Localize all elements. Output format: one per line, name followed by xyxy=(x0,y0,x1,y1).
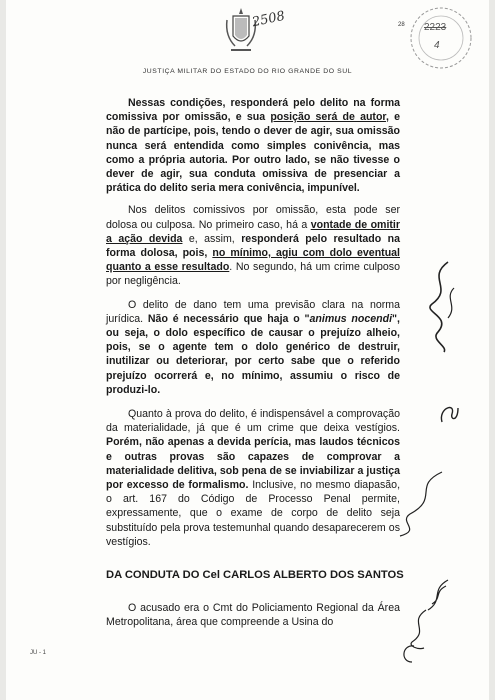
pen-stroke-mark xyxy=(392,468,452,538)
page-number: 28 xyxy=(398,22,405,28)
handwritten-page-number: 2508 xyxy=(250,8,287,31)
page-edge-right xyxy=(489,0,495,700)
protocol-stamp xyxy=(406,3,476,73)
coat-of-arms-icon xyxy=(223,6,259,56)
copyright-like-mark xyxy=(398,642,418,666)
paragraph-1: Nessas condições, responderá pelo delito na forma comissiva por omissão, e sua posição será de autor, e não de partícipe, pois, tendo o dever de agir, sua omissão nunca será entendida como simples conivência, mas como a própria autoria. Por outro lado, se não tivesse o dever de agir, sua conduta omissiva de presenciar a prática do delito seria mera conivência, impunível. xyxy=(106,97,400,195)
section-title: DA CONDUTA DO Cel CARLOS ALBERTO DOS SANTOS xyxy=(106,569,404,581)
stamp-number-crossed: 2223 xyxy=(424,22,447,33)
initials-mark xyxy=(436,398,462,428)
form-code: JU - 1 xyxy=(30,650,47,656)
paragraph-2: Nos delitos comissivos por omissão, esta pode ser dolosa ou culposa. No primeiro caso, há a vontade de omitir a ação devida e, assim, responderá pelo resultado na forma dolosa, pois, no mínimo, agiu com dolo eventual quanto a esse resultado. No segundo, há um crime culposo por negligência. xyxy=(106,204,400,288)
page-edge-left xyxy=(0,0,6,700)
paragraph-5: O acusado era o Cmt do Policiamento Regional da Área Metropolitana, área que compreende a Usina do xyxy=(106,602,400,629)
institution-header: JUSTIÇA MILITAR DO ESTADO DO RIO GRANDE DO SUL xyxy=(142,68,353,75)
document-body xyxy=(106,96,400,549)
signature-mark xyxy=(418,258,462,354)
stamp-number: 4 xyxy=(434,40,440,51)
paragraph-3: O delito de dano tem uma previsão clara na norma jurídica. Não é necessário que haja o "animus nocendi", ou seja, o dolo específico de causar o prejuízo alheio, pois, se o agente tem o dolo genérico de destruir, inutilizar ou deteriorar, por certo sabe que o referido prejuízo ocorrerá e, no mínimo, assumiu o risco de produzi-lo. xyxy=(106,298,400,396)
paragraph-4: Quanto à prova do delito, é indispensável a comprovação da materialidade, já que é um crime que deixa vestígios. Porém, não apenas a devida perícia, mas laudos técnicos e outras provas são capazes de comprovar a materialidade delitiva, sob pena de se inviabilizar a justiça por excesso de formalismo. Inclusive, no mesmo diapasão, o art. 167 do Código de Processo Penal permite, expressamente, que o exame de corpo de delito seja substituído pela prova testemunhal quando desaparecerem os vestígios. xyxy=(106,408,401,548)
